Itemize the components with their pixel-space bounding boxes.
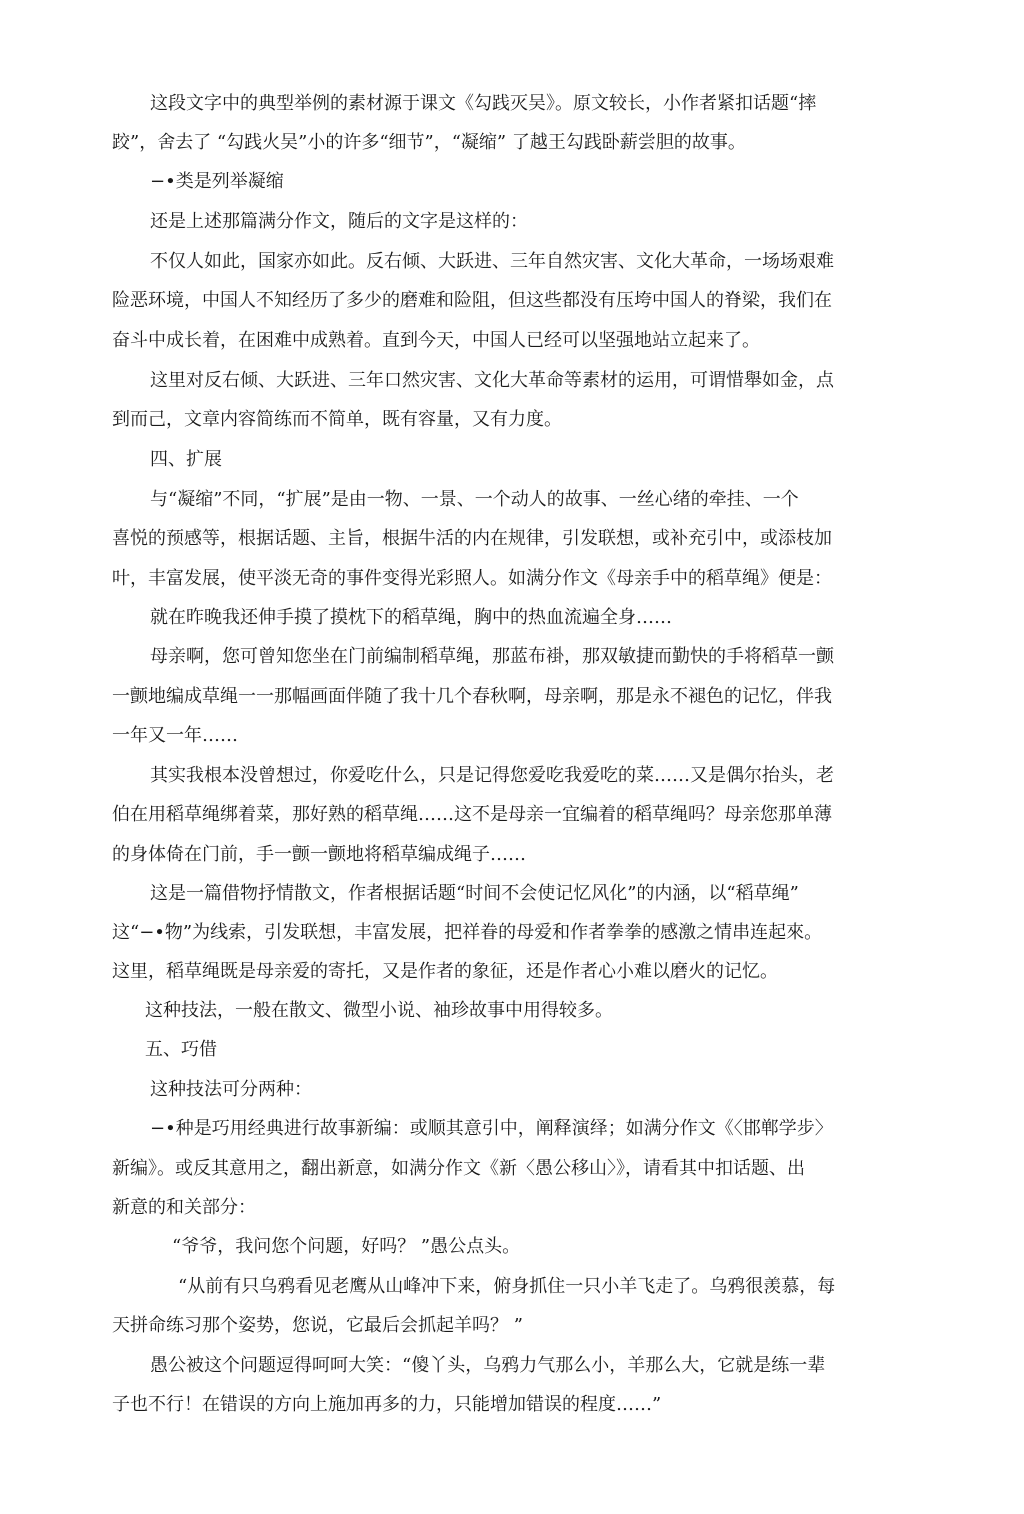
text-line: 不仅人如此，国家亦如此。反右倾、大跃进、三年自然灾害、文化大革命，一场场艰难 [150,251,834,272]
text-line: 其实我根本没曾想过，你爱吃什么，只是记得您爱吃我爱吃的菜……又是偶尔抬头，老 [150,765,834,786]
text-line: 与“凝缩”不同，“扩展”是由一物、一景、一个动人的故事、一丝心绪的牵挂、一个 [150,489,799,510]
text-line: 这“−•物”为线索，引发联想，丰富发展，把祥眷的母爱和作者拳拳的感激之情串连起來。 [112,922,823,943]
text-line: 一颤地编成草绳一一那幅画面伴随了我十几个春秋啊，母亲啊，那是永不褪色的记忆，伴我 [112,686,832,707]
section-heading: 五、巧借 [145,1039,217,1060]
text-line: −•类是列举凝缩 [150,171,284,192]
text-line: 这段文字中的典型举例的素材源于课文《勾践灭吴》。原文较长，小作者紧扣话题“摔 [150,93,817,114]
text-line: 喜悦的预感等，根据话题、主旨，根据牛活的内在规律，引发联想，或补充引中，或添枝加 [112,528,832,549]
text-line: 的身体倚在门前，手一颤一颤地将稻草编成绳子…… [112,844,526,865]
text-line: 新意的和关部分： [112,1197,256,1218]
text-line: 天拼命练习那个姿势，您说，它最后会抓起羊吗？ ” [112,1315,523,1336]
text-line: 还是上述那篇满分作文，随后的文字是这样的： [150,211,528,232]
text-line: 一年又一年…… [112,725,238,746]
text-line: 这是一篇借物抒情散文，作者根据话题“时间不会使记忆风化”的内涵，以“稻草绳” [150,883,799,904]
text-line: 新编》。或反其意用之，翻出新意，如满分作文《新〈愚公移山〉》，请看其中扣话题、出 [112,1158,805,1179]
text-line: −•种是巧用经典进行故事新编：或顺其意引中，阐释演绎；如满分作文《〈邯郸学步〉 [150,1118,833,1139]
text-line: 这里对反右倾、大跃进、三年口然灾害、文化大革命等素材的运用，可谓惜舉如金，点 [150,370,834,391]
text-line: 跤”，舍去了 “勾践火吴”小的许多“细节”，“凝缩” 了越王勾践卧薪尝胆的故事。 [112,132,746,153]
text-line: 这里，稻草绳既是母亲爱的寄托，又是作者的象征，还是作者心小难以磨火的记忆。 [112,961,778,982]
text-line: 险恶环境，中国人不知经历了多少的磨难和险阻，但这些都没有压垮中国人的脊梁，我们在 [112,290,832,311]
text-line: 伯在用稻草绳绑着菜，那好熟的稻草绳……这不是母亲一宜编着的稻草绳吗？母亲您那单薄 [112,804,832,825]
text-line: 就在昨晚我还伸手摸了摸枕下的稻草绳，胸中的热血流遍全身…… [150,607,672,628]
text-line: 叶，丰富发展，使平淡无奇的事件变得光彩照人。如满分作文《母亲手中的稻草绳》便是： [112,568,832,589]
section-heading: 四、扩展 [150,449,222,470]
text-line: 母亲啊，您可曾知您坐在门前编制稻草绳，那蓝布褂，那双敏捷而勤快的手将稻草一颤 [150,646,834,667]
text-line: “从前有只乌鸦看见老鹰从山峰冲下来，俯身抓住一只小羊飞走了。乌鸦很羡慕，每 [178,1276,836,1297]
text-line: “爷爷，我问您个问题，好吗？ ”愚公点头。 [172,1236,521,1257]
text-line: 子也不行！在错误的方向上施加再多的力，只能增加错误的程度……” [112,1394,662,1415]
text-line: 到而己，文章内容简练而不简单，既有容量，又有力度。 [112,409,562,430]
text-line: 这种技法可分两种： [150,1079,312,1100]
text-line: 愚公被这个问题逗得呵呵大笑：“傻丫头，乌鸦力气那么小，羊那么大，它就是练一辈 [150,1355,826,1376]
text-line: 奋斗中成长着，在困难中成熟着。直到今天，中国人已经可以坚强地站立起来了。 [112,330,760,351]
text-line: 这种技法，一般在散文、微型小说、袖珍故事中用得较多。 [145,1000,613,1021]
